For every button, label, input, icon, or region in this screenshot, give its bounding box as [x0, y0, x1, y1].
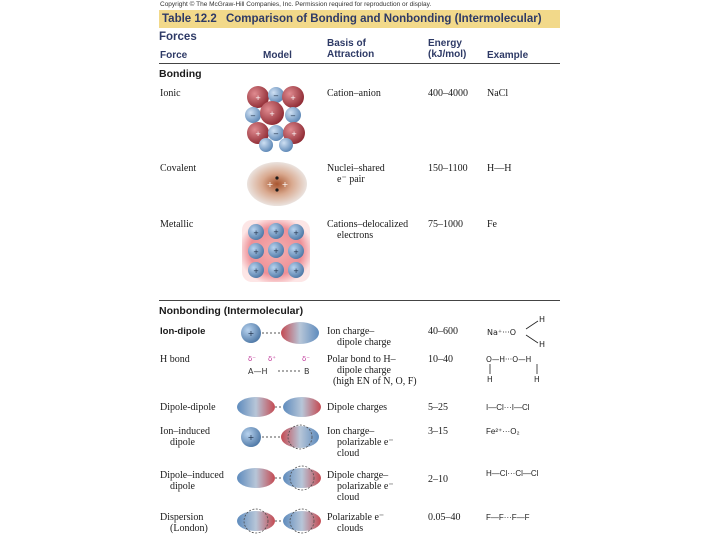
- ion-dipole-example: Na⁺···O: [487, 328, 517, 337]
- row-dispersion-force: Dispersion (London): [160, 512, 208, 534]
- svg-text:+: +: [247, 433, 255, 442]
- row-ion-dipole-force: Ion-dipole: [160, 326, 206, 337]
- header-force: Force: [160, 50, 188, 61]
- ion-induced-dipole-model: [238, 424, 322, 450]
- h-bond-example-h-left: H: [487, 375, 493, 384]
- h-bond-example-structure: [486, 350, 562, 386]
- svg-text:+: +: [266, 180, 274, 189]
- dipole-dipole-model: [236, 395, 322, 419]
- svg-text:+: +: [247, 329, 255, 338]
- svg-text:−: −: [290, 112, 296, 120]
- row-h-bond-force: H bond: [160, 354, 190, 365]
- svg-text:+: +: [281, 180, 289, 189]
- row-ion-dipole-basis: Ion charge– dipole charge: [327, 326, 391, 348]
- table-title-bar: [159, 10, 560, 43]
- row-ionic-example: NaCl: [487, 88, 509, 99]
- h-bond-charge-2: δ⁺: [268, 355, 276, 363]
- svg-text:+: +: [291, 130, 297, 138]
- svg-text:+: +: [290, 94, 296, 102]
- h-bond-atom-b: B: [304, 367, 310, 376]
- row-dispersion-energy: 0.05–40: [428, 512, 461, 523]
- svg-text:+: +: [253, 229, 259, 237]
- dispersion-model: [236, 508, 322, 534]
- row-dipole-dipole-force: Dipole-dipole: [160, 402, 216, 413]
- section-nonbonding: Nonbonding (Intermolecular): [159, 305, 304, 317]
- row-ionic-basis: Cation–anion: [327, 88, 381, 99]
- row-ionic-force: Ionic: [160, 88, 181, 99]
- row-dipole-dipole-example: I—Cl···I—Cl: [486, 403, 530, 412]
- header-basis: Basis of Attraction: [327, 38, 375, 60]
- row-covalent-energy: 150–1100: [428, 163, 468, 174]
- svg-text:−: −: [250, 112, 256, 120]
- svg-text:+: +: [273, 228, 279, 236]
- h-bond-model: [244, 352, 324, 378]
- dipole-induced-dipole-model: [236, 465, 322, 491]
- row-ion-induced-dipole-force: Ion–induced dipole: [160, 426, 210, 448]
- row-covalent-force: Covalent: [160, 163, 197, 174]
- header-energy: Energy (kJ/mol): [428, 38, 467, 60]
- svg-text:−: −: [273, 92, 279, 100]
- row-ion-induced-dipole-basis: Ion charge– polarizable e⁻ cloud: [327, 426, 394, 459]
- row-dipole-induced-dipole-force: Dipole–induced dipole: [160, 470, 224, 492]
- table-number: Table 12.2: [162, 13, 217, 25]
- row-dispersion-example: F—F···F—F: [486, 513, 530, 522]
- row-ionic-energy: 400–4000: [428, 88, 468, 99]
- row-dipole-dipole-energy: 5–25: [428, 402, 448, 413]
- h-bond-charge-3: δ⁻: [302, 355, 310, 363]
- ionic-lattice-model: [238, 83, 313, 153]
- svg-text:+: +: [255, 130, 261, 138]
- row-dispersion-basis: Polarizable e⁻ clouds: [327, 512, 385, 534]
- row-ion-induced-dipole-energy: 3–15: [428, 426, 448, 437]
- row-h-bond-energy: 10–40: [428, 354, 453, 365]
- section-bonding: Bonding: [159, 68, 202, 80]
- ion-dipole-h-top: H: [539, 315, 546, 324]
- header-model: Model: [263, 50, 292, 61]
- row-h-bond-basis: Polar bond to H– dipole charge (high EN of N, O, F): [327, 354, 417, 387]
- ion-dipole-model: [238, 320, 322, 346]
- row-covalent-example: H—H: [487, 163, 512, 174]
- table-title: Comparison of Bonding and Nonbonding (Intermolecular) Forces: [159, 13, 542, 43]
- h-bond-example: O—H···O—H: [486, 355, 532, 364]
- svg-text:+: +: [273, 247, 279, 255]
- ion-dipole-example-structure: [486, 314, 558, 348]
- row-metallic-force: Metallic: [160, 219, 194, 230]
- section-rule: [159, 300, 560, 301]
- svg-text:+: +: [253, 248, 259, 256]
- metallic-lattice-model: [240, 218, 312, 284]
- row-metallic-example: Fe: [487, 219, 497, 230]
- svg-text:−: −: [273, 130, 279, 138]
- header-rule: [159, 63, 560, 64]
- row-covalent-basis: Nuclei–shared e⁻ pair: [327, 163, 385, 185]
- svg-text:+: +: [293, 248, 299, 256]
- covalent-cloud-model: [246, 160, 308, 208]
- row-ion-induced-dipole-example: Fe²⁺···O₂: [486, 427, 520, 436]
- header-example: Example: [487, 50, 529, 61]
- h-bond-example-h-right: H: [534, 375, 540, 384]
- row-metallic-energy: 75–1000: [428, 219, 463, 230]
- svg-text:+: +: [273, 267, 279, 275]
- h-bond-charge-1: δ⁻: [248, 355, 256, 363]
- copyright-notice: Copyright © The McGraw-Hill Companies, Inc. Permission required for reproduction or display.: [160, 1, 432, 8]
- svg-text:+: +: [293, 267, 299, 275]
- svg-text:+: +: [255, 94, 261, 102]
- row-dipole-induced-dipole-basis: Dipole charge– polarizable e⁻ cloud: [327, 470, 394, 503]
- ion-dipole-h-bottom: H: [539, 340, 546, 348]
- row-dipole-induced-dipole-example: H—Cl···Cl—Cl: [486, 469, 539, 478]
- row-dipole-induced-dipole-energy: 2–10: [428, 474, 448, 485]
- h-bond-atoms-a-h: A—H: [248, 367, 268, 376]
- row-dipole-dipole-basis: Dipole charges: [327, 402, 388, 413]
- svg-text:+: +: [293, 229, 299, 237]
- row-metallic-basis: Cations–delocalized electrons: [327, 219, 409, 241]
- svg-text:+: +: [269, 110, 275, 118]
- svg-text:+: +: [253, 267, 259, 275]
- row-ion-dipole-energy: 40–600: [428, 326, 458, 337]
